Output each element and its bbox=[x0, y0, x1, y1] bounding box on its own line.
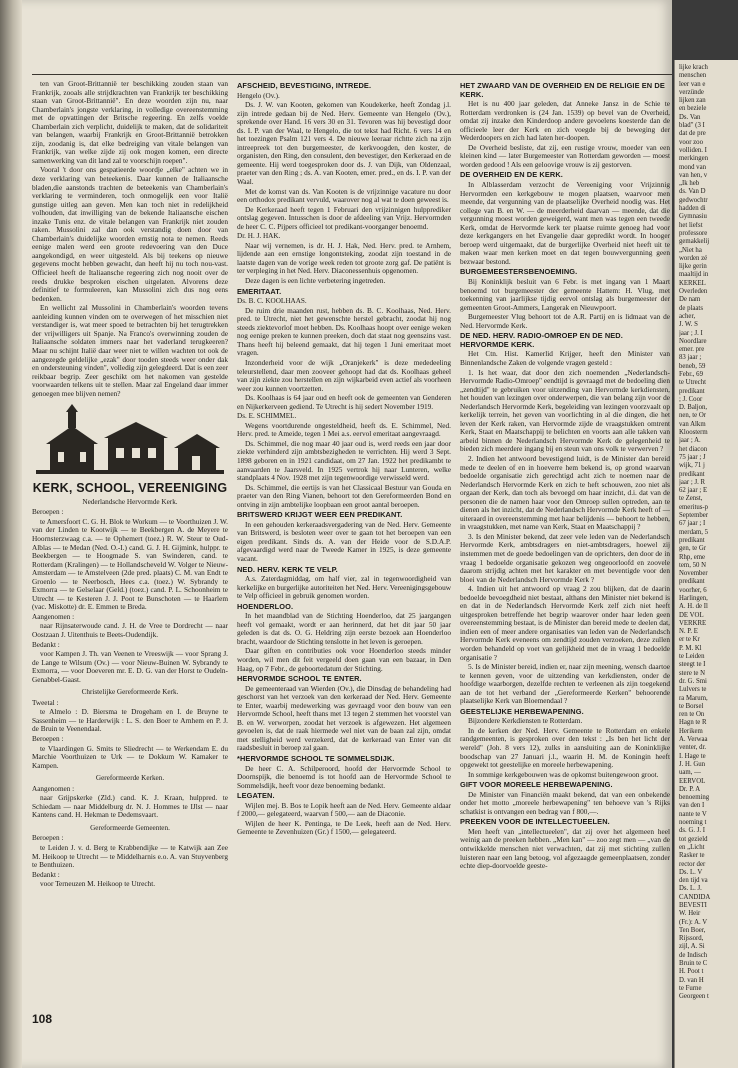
next-page-line: Rhp, eme bbox=[679, 553, 706, 561]
next-page-line: venter, dr. bbox=[679, 744, 707, 752]
next-page-line: DE VOL bbox=[679, 611, 704, 619]
article-paragraph: Ds. Schimmel, die nog maar 40 jaar oud is, werd reeds een jaar door ziekte verhinderd zijn ambtsbezigheden te verrichten. Hij werd 3 Sept. 1898 geboren en in 1921 candidaat, om 27 Jan. 1922 het predikambt te aanvaarden te Jaarsveld. In 1925 vertrok hij naar Lunteren, welke standplaats 4 Nov. 1928 met zijn tegenwoordige verwisseld werd. bbox=[237, 438, 451, 483]
next-page-line: lijke krach bbox=[679, 64, 708, 71]
next-page-line: predikant bbox=[679, 387, 705, 395]
next-page-line: te Leiden bbox=[679, 653, 705, 661]
header-rule bbox=[32, 74, 672, 75]
next-page-line: A. H. de Il bbox=[679, 603, 708, 611]
next-page-line: lijken zan bbox=[679, 97, 706, 105]
notice-text: voor Terneuzen M. Heikoop te Utrecht. bbox=[40, 879, 156, 889]
next-page-line: Ds. Van bbox=[679, 113, 701, 121]
next-page-line: er te Kr bbox=[679, 636, 700, 644]
next-page-line: gedwochtr bbox=[679, 196, 708, 204]
next-page-line: J. W. S bbox=[679, 321, 698, 329]
article-subheading: Hengelo (Ov.). bbox=[237, 91, 280, 100]
notice-label: Aangenomen : bbox=[32, 612, 75, 621]
article-heading: HERVORMDE SCHOOL TE ENTER. bbox=[237, 674, 362, 684]
article-subheading: Ds. B. C. KOOLHAAS. bbox=[237, 297, 307, 306]
next-page-line: VERKRE bbox=[679, 619, 707, 627]
article-heading: BRITSWERD KRIJGT WEER EEN PREDIKANT. bbox=[237, 510, 403, 520]
notice-text: te Vlaardingen G. Smits te Sliedrecht — te Werkendam E. du Marchie Voorthuizen te Urk — te Dokkum W. Kamaker te Kampen. bbox=[32, 743, 228, 770]
next-page-line: emeritus-p bbox=[679, 503, 709, 511]
denomination-heading: Christelijke Gereformeerde Kerk. bbox=[81, 688, 179, 697]
next-page-line: zijl, A. Si bbox=[679, 943, 705, 951]
next-page-line: KERKEL bbox=[679, 279, 706, 287]
article-heading: EMERITAAT. bbox=[237, 286, 282, 296]
next-page-line: „Ik heb bbox=[679, 180, 700, 188]
next-page-line: uam, — bbox=[679, 769, 701, 777]
next-page-line: predikant bbox=[679, 578, 705, 586]
article-paragraph: Inzonderheid voor de wijk „Oranjekerk" is deze mededeeling teleurstellend, daar men zooveer gehoopt had dat ds. Koolhaas geheel van zijn ziekte zou herstellen en zijn wijkarbeid even actief als voorheen weer zou kunnen voortzetten. bbox=[237, 357, 451, 393]
next-page-line: tot gezield bbox=[679, 835, 708, 843]
notice-text: naar Grijpskerke (Zld.) cand. K. J. Kraan, hulppred. te Schiedam — naar Middelburg dr. N. J. Hommes te IJlst — naar Kantens cand. H. Hekman te Dedemsvaart. bbox=[32, 793, 228, 820]
next-page-line: 67 jaar ; I bbox=[679, 520, 706, 528]
notice-text: te Leiden J. v. d. Berg te Krabbendijke — te Katwijk aan Zee M. Heikoop te Utrecht — te Middelharnis e.o. A. van Stuyvenberg te Benthuizen. bbox=[32, 843, 228, 870]
next-page-line: rector der bbox=[679, 860, 706, 868]
article-paragraph: De Minister van Financiën maakt bekend, dat van een onbekende onder het motto „moreele herbewapening" ten behoeve van 's Rijks schatkist is ontvangen een bedrag van f 800,—. bbox=[460, 789, 670, 816]
article-paragraph: Vooral 't door ons gespatieerde woordje „elke" achten we in deze verklaring van beteekenis. Daar kunnen de Italiaansche bladen,die aanstonds trachten de beteekenis van Chamberlain's verklaring te verminderen, toch onmogelijk een voor Italië gunstige uitleg aan geven. Men kan toch niet in redelijkheid volhouden, dat inwilliging van de bekende Italiaansche eischen inzake Tunis enz. de vitale belangen van Frankrijk niet zouden raken. Mussolini zal dan ook verstandig doen door van Chamberlain's duidelijke woorden ernstig nota te nemen. Reeds eenige malen werd een groote redevoering van den Duce aangekondigd, en weer uitgesteld. Als bij teekens op nieuwe gegevens mocht hebben gewacht, dan heeft hij nu toch nou-vast. Officieel heeft de Italiaansche regeering zich nog nooit over de reeds drukke besproken eischen uitgelaten. Alvorens deze definitief te formuleeren, kan Mussolini zich dus nog eens bedenken. bbox=[32, 165, 228, 303]
next-page-line: Overleden bbox=[679, 288, 708, 296]
next-page-line: menschen bbox=[679, 72, 707, 80]
next-page-line: wijk, 71 j bbox=[679, 462, 705, 470]
article-paragraph: Bijzondere Kerkdiensten te Rotterdam. bbox=[468, 716, 583, 726]
next-page-line: en „Licht bbox=[679, 843, 705, 851]
next-page-line: mond van bbox=[679, 163, 706, 171]
article-heading: NED. HERV. KERK TE VELP. bbox=[237, 564, 338, 574]
next-page-line: en beziele bbox=[679, 105, 707, 113]
next-page-line: Rijssord, bbox=[679, 935, 704, 943]
article-paragraph: Deze dagen is een lichte verbetering ingetreden. bbox=[245, 276, 386, 286]
next-page-line: Noordlare bbox=[679, 337, 707, 345]
next-page-line: emer. pre bbox=[679, 346, 705, 354]
next-page-line: gen, te Gr bbox=[679, 545, 706, 553]
article-paragraph: Ds. Schimmel, die eertijs is van het Classicaal Bestuur van Gouda en praeter van den Ring Vianen, behoort tot den Gereformeerden Bond en ontving in zijn ambtelijke loopbaan een groot aantal beroepen. bbox=[237, 482, 451, 509]
next-page-line: noeming t bbox=[679, 819, 707, 827]
next-page-line: de Indisch bbox=[679, 951, 708, 959]
next-page-line: Lulvers te bbox=[679, 686, 707, 694]
next-page-line: November bbox=[679, 570, 708, 578]
next-page-line: merdam, 5 bbox=[679, 528, 709, 536]
next-page-line: ds. Van D bbox=[679, 188, 706, 196]
next-page-line: D. van H bbox=[679, 976, 704, 984]
next-page-line: BEVESTI bbox=[679, 901, 707, 909]
article-heading: DE OVERHEID EN DE KERK. bbox=[460, 170, 563, 180]
article-paragraph: ten van Groot-Brittannië ter beschikking zouden staan van Frankrijk, zooals alle strijdkrachten van Frankrijk ter beschikking staan van Groot-Brittannië". En deze woorden zijn nu, naar Chamberlain's jongste verklaring, in volledige overeenstemming met de opvattingen der Britsche regeering. En zelfs voelde Chamberlain zich verplicht, duidelijk te maken, dat de solidariteit van belangen, waarbij Frankrijk en Groot-Brittannië betrokken zijn, zoodanig is, dat elke bedreiging van vitale belangen van Frankrijk, van welke zijde zij ook mogen komen, een directe samenwerking van dit land zal te voorschijn roepen". bbox=[32, 80, 228, 165]
article-heading: GIFT VOOR MOREELE HERBEWAPENING. bbox=[460, 780, 613, 790]
next-page-line: Ten Boer, bbox=[679, 926, 706, 934]
article-paragraph: In een gehouden kerkeraadsvergadering van de Ned. Herv. Gemeente van Britswerd, is besloten weer over te gaan tot het beroepen van een eigen predikant. Sinds ds. A. van der Heide voor de S.D.A.P. afgevaardigd werd naar de Tweede Kamer in 1925, is deze gemeente vacant. bbox=[237, 519, 451, 563]
article-heading: GEESTELIJKE HERBEWAPENING. bbox=[460, 706, 584, 716]
next-page-line: Ds. L. J. bbox=[679, 885, 702, 893]
next-page-line: EERVOL bbox=[679, 777, 706, 785]
article-paragraph: Het Ctn. Hist. Kamerlid Krijger, heeft den Minister van Binnenlandsche Zaken de volgende vragen gesteld : bbox=[460, 349, 670, 367]
notice-label: Bedankt : bbox=[32, 640, 60, 649]
next-page-line: voor zoo bbox=[679, 138, 703, 146]
denomination-heading: Gereformeerde Gemeenten. bbox=[90, 823, 170, 832]
next-page-line: nante te V bbox=[679, 810, 707, 818]
next-page-line: nen, te Or bbox=[679, 412, 706, 420]
next-page-line: W. Heir bbox=[679, 910, 701, 918]
next-page-line: Gymnasiu bbox=[679, 213, 707, 221]
article-paragraph: De gemeenteraad van Wierden (Ov.), die Dinsdag de behandeling had geschorst van het verzoek van den kerkeraad der Ned. Herv. Gemeente te Enter, waarbij medewerking was gevraagd voor den bouw van een Hervormde School, heeft thans met 13 tegen 2 stemmen het voorstel van B. en W. verworpen, zoodat het verzoek is afgewezen. Het algemeen gevoelen is, dat de raak hiermede wel niet van de baan zal zijn, omdat met stelligheid werd verzekerd, dat de kerkeraad van Enter van dit raadsbesluit in beroep zal gaan. bbox=[237, 683, 451, 753]
next-page-line: J. H. Gun bbox=[679, 760, 706, 768]
column-right bbox=[460, 80, 670, 1005]
next-page-line: worden zé bbox=[679, 254, 708, 262]
article-paragraph: Daar giften en contributies ook voor Hoenderloo steeds minder worden, wil men dit feit vergeeld doen gaan van een bazaar, in Den Haag, op 7 Febr., de geboortedatum der Stichting. bbox=[237, 646, 451, 673]
notice-label: Tweetal : bbox=[32, 698, 59, 707]
notice-label: Bedankt : bbox=[32, 870, 60, 879]
next-page-line: Georgeen t bbox=[679, 993, 709, 1001]
article-paragraph: Men heeft van „intellectueelen", dat zij over het algemeen heel weinig aan de preeken hebben. „Men kan" — zoo zegt men — „van de ontwikkelde menschen niet verwachten, dat zij met stichting zullen luisteren naar een lang betoog, vol afgezaagde gemeenplaatsen, zonder echte diep-doorvoelde geeste- bbox=[460, 826, 670, 871]
article-paragraph: Het is nu 400 jaar geleden, dat Anneke Jansz in de Schie te Rotterdam verdronken is (24 Jan. 1539) op bevel van de Overheid, omdat zij inzake den Kinderdoop andere gevoelens koesterde dan de officieele leer der Kerk en zich voegde bij de beweging der Wederdoopers en zich had laten her-doopen. bbox=[460, 99, 670, 143]
article-heading: *HERVORMDE SCHOOL TE SOMMELSDIJK. bbox=[237, 754, 395, 764]
next-page-line: te Borsel bbox=[679, 702, 704, 710]
next-page-line: ra Marum, bbox=[679, 694, 708, 702]
next-page-line: volliden. I bbox=[679, 146, 707, 154]
article-heading: AFSCHEID, BEVESTIGING, INTREDE. bbox=[237, 81, 372, 90]
next-page-line: CANDIDA bbox=[679, 893, 711, 901]
next-page-line: September bbox=[679, 512, 709, 520]
book-spine bbox=[0, 0, 22, 1068]
next-page-line: hadden di bbox=[679, 205, 706, 213]
column-left bbox=[32, 80, 228, 1010]
article-heading: BURGEMEESTERSBENOEMING. bbox=[460, 267, 578, 277]
next-page-line: leer van e bbox=[679, 80, 706, 88]
article-paragraph: Burgemeester Vlug behoort tot de A.R. Partij en is lidmaat van de Ned. Hervormde Kerk. bbox=[460, 312, 670, 330]
next-page-line: Febr., 69 bbox=[679, 370, 703, 378]
next-page-line: gemakkelij bbox=[679, 238, 710, 246]
next-page-line: jaar ; J. I bbox=[679, 329, 703, 337]
article-heading: HET ZWAARD VAN DE OVERHEID EN DE RELIGIE EN DE KERK. bbox=[460, 81, 665, 99]
next-page-text bbox=[675, 60, 738, 1002]
denomination-heading: Gereformeerde Kerken. bbox=[95, 774, 165, 783]
next-page-line: steegt te I bbox=[679, 661, 706, 669]
next-page-line: van hen, v bbox=[679, 171, 708, 179]
article-paragraph: In de kerken der Ned. Herv. Gemeente te Rotterdam en enkele randgemeenten, is gesproken over den tekst : „Is ben het licht der wereld" (Joh. 8 vers 12), zulks in aansluiting aan de Koninklijke boodschap van 27 Januari j.l., waarin H. M. de Koningin heeft opgewekt tot geestelijke en moreele herbewapening. bbox=[460, 725, 670, 770]
article-paragraph: De Kerkeraad heeft tegen 1 Februari den vrijzinnigen hulpprediker ontslag gegeven. Intusschen is door de afdeeling van Vrijz. Hervormden de heer C. C. Pijpers officieel tot predikant-voorganger benoemd. bbox=[237, 204, 451, 231]
article-paragraph: 1. Is het waar, dat door den zich noemenden „Nederlandsch-Hervormde Radio-Omroep" eendtijd is gevraagd met de bedoeling dien „zendtijd" te gebruiken voor uitzending van Hervormde kerkdiensten, het houden van lezingen over onderwerpen, die van belang zijn voor de Nederlandsch Hervormde Kerk, begeleiding van lezingen voorzvaalt op kerkelijk terrein, het geven van voorlichting in al die dingen, die het leven der Kerk raken, van Hervormde zijde de vraagstukken omtrent Kerk, Staat en Maatschappij te belichten en voorts aan alle takken van arbeid binnen de Nederlandsch Hervormde Kerk de gelegenheid te bieden zich meerdere ingang bij en steun van ons volk te verwerven ? bbox=[460, 367, 670, 454]
next-page-line: predikant bbox=[679, 536, 705, 544]
denomination-heading: Nederlandsche Hervormde Kerk. bbox=[82, 497, 178, 506]
next-page-line: maaltijd in bbox=[679, 271, 709, 279]
next-page-line: Dr. P. A bbox=[679, 785, 701, 793]
next-page-line: blad" (3 I bbox=[679, 122, 705, 130]
next-page-line: de plaats bbox=[679, 304, 703, 312]
next-page-line: professore bbox=[679, 229, 708, 237]
next-page-line: beneb, 59 bbox=[679, 362, 706, 370]
notice-label: Aangenomen : bbox=[32, 784, 75, 793]
next-page-line: Harlingen, bbox=[679, 595, 708, 602]
next-page-line: 83 jaar ; bbox=[679, 354, 702, 362]
next-page-line: merkingen bbox=[679, 155, 709, 163]
article-paragraph: 4. Indien uit het antwoord op vraag 2 zou blijken, dat de daarin bedoelde bevoegdheid niet bestaat, althans den Minister niet bekend is en dat in de Nederlandsch Hervormde Kerk zelf zich niet heeft uitgesproken betreffende het begrip waarover onder haar leden geen overeenstemming bestaat, is de Minister dan bereid mede te deelen dat, indien een of meer andere organisaties van leden van de Nederlandsch Hervormde Kerk eveneens om zendtijd zouden verzoeken, deze zullen worden behandeld op voet van gelijkheid met de in vraag 1 bedoelde organisatie ? bbox=[460, 584, 670, 662]
article-paragraph: 5. Is de Minister bereid, indien er, naar zijn meening, wensch daartoe te kennen geven, voor de uitzending van kerkdiensten, onder de hoofdige waarborgen, dezelfde rechten te verleenen als zijn toegekend aan de tot het verband der „Gereformeerde Kerken" behoorende plaatselijke Kerk van Bloemendaal ? bbox=[460, 662, 670, 706]
next-page-line: De nam bbox=[679, 296, 701, 304]
article-paragraph: Bij Koninklijk besluit van 6 Febr. is met ingang van 1 Maart benoemd tot burgemeester der gemeente Hattem: H. Vlug, met toekenning van jaarlijkse tijdig eervol ontslag als burgemeester der gemeenten Groot-Ammers, Langerak en Nieuwpoort. bbox=[460, 277, 670, 312]
article-subheading: Dr. H. J. HAK. bbox=[237, 232, 281, 241]
next-page-line: „Niet ha bbox=[679, 246, 702, 254]
article-paragraph: Wijlen de heer K. Pentinga, te De Leek, heeft aan de Ned. Herv. Gemeente te Zevenhuizen (Gr.) f 1500,— gelegateerd. bbox=[237, 818, 451, 837]
article-heading: HOENDERLOO. bbox=[237, 601, 294, 611]
article-paragraph: Ds. J. W. van Kooten, gekomen van Koudekerke, heeft Zondag j.l. zijn intrede gedaan bij de Ned. Herv. Gemeente van Hengelo (Ov.), sprekende over Hand. 16 vers 30 en 31. Tevoren was hij bevestigd door ds. I. P. van der Waal, te Hengelo, die tot tekst had Richt. 6 vers 14 en het toezingen Psalm 121 vers 4. De nieuwe leeraar richtte zich na zijn intreepreek tot den burgemeester, de kerkvoogden, den koster, de organisten, den Ring, den consulent, den bevestiger, den Kerkeraad en de gemeente. Hij werd toegesproken door ds. J. van Dijk, van Oldenzaal, praeter van den Ring ; ds. A. van Kooten, emer. pred., en ds. I. P. van der Waal. bbox=[237, 100, 451, 187]
next-page-line: van den I bbox=[679, 802, 705, 810]
column-middle bbox=[237, 80, 451, 1005]
article-paragraph: Wijlen mej. B. Bos te Lopik heeft aan de Ned. Herv. Gemeente aldaar f 2000,— gelegateerd, waarvan f 500,— aan de Diaconie. bbox=[237, 800, 451, 819]
article-subheading: Ds. E. SCHIMMEL. bbox=[237, 412, 297, 421]
next-page-line: 75 jaar ; J bbox=[679, 453, 706, 461]
next-page-line: Bruin te C bbox=[679, 960, 708, 968]
next-page-line: dat de pre bbox=[679, 130, 706, 138]
article-paragraph: Naar wij vernemen, is dr. H. J. Hak, Ned. Herv. pred. te Arnhem, lijdende aan een ernstige longontsteking, zoodat zijn toestand in de laatste dagen van de vorige week reden tot groote zorg gaf. De patiënt is ter verpleging in het Ned. Herv. Diaconessenhuis opgenomen. bbox=[237, 240, 451, 276]
next-page-line: Hagn te R bbox=[679, 719, 707, 727]
church-school-illustration-icon bbox=[32, 404, 228, 482]
next-page-line: jaar ; J. R bbox=[679, 478, 706, 486]
next-page-line: benoeming bbox=[679, 794, 710, 802]
next-page-line: acher, bbox=[679, 312, 696, 320]
next-page-line: het diacon bbox=[679, 445, 708, 453]
article-paragraph: In sommige kerkgebouwen was de opkomst buitengewoon groot. bbox=[468, 769, 659, 779]
next-page-line: ren te On bbox=[679, 711, 705, 719]
page-number: 108 bbox=[32, 1012, 53, 1026]
next-page-line: te Furne bbox=[679, 984, 702, 992]
next-page-line: het liefst bbox=[679, 221, 703, 229]
next-page-line: 62 jaar ; E bbox=[679, 487, 708, 495]
next-page-line: ; J. Coor bbox=[679, 395, 703, 403]
article-heading: DE NED. HERV. RADIO-OMROEP EN DE NED. HERVORMDE KERK. bbox=[460, 331, 623, 349]
next-page-line: Kloosterm bbox=[679, 429, 708, 437]
notice-label: Beroepen : bbox=[32, 735, 64, 743]
next-page-line: Rasker te bbox=[679, 852, 705, 860]
notice-label: Beroepen : bbox=[32, 834, 64, 843]
next-page-line: Herikem bbox=[679, 727, 703, 735]
next-page-line: predikant bbox=[679, 470, 705, 478]
next-page-line: den tijd va bbox=[679, 877, 708, 885]
article-paragraph: De Overheid besliste, dat zij, een rustige vrouw, moeder van een kleinen kind — later Burgemeester van Rotterdam geworden — moest worden gedood ! Als een geloovige vrouw is zij gestorven. bbox=[460, 142, 670, 169]
next-page-line: verzünde bbox=[679, 88, 704, 96]
article-paragraph: 2. Indien het antwoord bevestigend luidt, is de Minister dan bereid mede te deelen of en in hoeverre hem bekend is, op grond waarvan bedoelde organisatie zich gerechtigd acht zich te noemen naar de Nederlandsch Hervormde Kerk en zich te heft schouwen, zoo niet als orgaan der Kerk, dan toch als bevoegd om haar inzicht, d.i. dat van de personen die de namen haar voor den Omroep sullen optreden, aan te dienen als het inzicht, dat de Nederlandsch Hervormde Kerk heeft of — uiteraard in overeenstemming met haar belijdenis — behoort te hebben, in vraagstukken, met name van Kerk, Staat en Maatschappij ? bbox=[460, 453, 670, 532]
next-page-line: jaar ; A. bbox=[679, 437, 701, 445]
next-page-line: ds. G. J. I bbox=[679, 827, 706, 835]
article-paragraph: 3. Is den Minister bekend, dat zeer vele leden van de Nederlandsch Hervormde Kerk, ambtsdragers en niet-ambtsdragers, hoewel zij instemmen met de goede bedoelingen van de oprichters, den door de in vraag 1 bedoelde organisatie gekozen weg ongeoorloofd en zoovele daarom strijdig achten met het karakter en met beventigde voor den bloei van de Nederlandsch Hervormde Kerk ? bbox=[460, 531, 670, 584]
next-page-line: A. Verwaa bbox=[679, 736, 708, 744]
article-paragraph: In Alblasserdam verzocht de Vereeniging voor Vrijzinnig Hervormden een kerkgebouw te mogen plaatsen, waarvoor men meende, dat vergunning van de plaatselijke Overheid noodig was. Het college van B. en W. — de meerderheid daarvan — meende, dat die vergunning moest worden geweigerd, want men was tegen een tweede Kerk, omdat de Hervormde kerk ter plaatse ruimte genoeg had voor deze kerkgangers en het Evangelie daar gepredikt wordt. In hooger beroep werd uitgemaakt, dat de burgerlijke Overheid niet heeft uit te maken waar men kerken moet en dat tegen bouwvergunning geen bezwaar bestond. bbox=[460, 180, 670, 266]
notice-label: Beroepen : bbox=[32, 508, 64, 517]
article-paragraph: Met de komst van ds. Van Kooten is de vrijzinnige vacature nu door een orthodox predikant vervuld, waarover nog al wat te doen geweest is. bbox=[237, 186, 451, 205]
section-banner-title: KERK, SCHOOL, VEREENIGING bbox=[32, 481, 228, 496]
next-page-line: te Utrecht bbox=[679, 379, 706, 387]
next-page-line: van Alkm bbox=[679, 420, 706, 428]
next-page-line: te Zenst, bbox=[679, 495, 703, 503]
next-page-edge bbox=[674, 60, 738, 1068]
next-page-line: H. Poot t bbox=[679, 968, 704, 976]
article-paragraph: In het maandblad van de Stichting Hoenderloo, dat 25 jaargangen heeft vol gemaakt, wordt er aan herinnerd, dat het dit jaar 50 jaar geleden is dat ds. O. G. Heldring zijn eerste bezoek aan Hoenderloo bracht, waardoor de Stichting tenslotte in het leven is geroepen. bbox=[237, 611, 451, 646]
next-page-line: D. Baljon, bbox=[679, 404, 708, 412]
notice-text: voor Kampen J. Th. van Veenen te Vreeswijk — voor Sprang J. de Lange te Wilsum (Ov.) — voor Nieuw-Buinen W. Sybrandy te Exmorra, — voor Doeveren mr. E. D. G. van der Horst te Oudeln-Genabbel-Gaast. bbox=[32, 649, 228, 684]
next-page-line: Ds. L. V bbox=[679, 868, 703, 876]
next-page-line: P. M. Kl bbox=[679, 644, 702, 652]
article-paragraph: Wegens voortdurende ongesteldheid, heeft ds. E. Schimmel, Ned. Herv. pred. te Ameide, tegen 1 Mei a.s. eervol emeritaat aangevraagd. bbox=[237, 420, 451, 439]
notice-text: naar Rijnsaterwoude cand. J. H. de Vree te Dordrecht — naar Oostzaan J. Uitenthuis te Beets-Oudendijk. bbox=[32, 621, 228, 639]
article-paragraph: A.s. Zaterdagmiddag, om half vier, zal in tegenwoordigheid van kerkelijke en burgerlijke autoriteiten het Ned. Herv. Vereenigingsgebouw te Velp officieel in gebruik genomen worden. bbox=[237, 574, 451, 601]
next-page-line: stere te N bbox=[679, 669, 706, 677]
article-paragraph: De heer C. A. Schilperoord, hoofd der Hervormde School te Doornspijk, die benoemd is tot hoofd aan de Hervormde School te Sommelsdijk, heeft voor deze benoeming bedankt. bbox=[237, 763, 451, 790]
next-page-line: (Fr.): A. V bbox=[679, 918, 708, 926]
article-paragraph: De ruim drie maanden rust, hebben ds. B. C. Koolhaas, Ned. Herv. pred. te Utrecht, niet het gewenschte herstel gebracht, zoodat hij nog steeds ziektevorlof moet hebben. Ds. Koolhaas hoopt over eenige weken nog eenige preken te kunnen preeken, doch dat staat nog geenszins vast. Thans heeft hij beleend gemaakt, dat hij tegen 1 Juni emeritaat moet vragen. bbox=[237, 305, 451, 358]
next-page-line: N. P. E bbox=[679, 628, 698, 636]
article-paragraph: Ds. Koolhaas is 64 jaar oud en heeft ook de gemeenten van Genderen en Nijkerkerveen gediend. Te Utrecht is hij sedert November 1919. bbox=[237, 393, 451, 411]
article-heading: LEGATEN. bbox=[237, 791, 275, 801]
notice-text: te Amersfoort C. G. H. Blok te Workum — te Voorthuizen J. W. van der Linden te Kootwijk — te Beekbergen A. de Meyere te Hoornsterzwaag c.a. — te Ophemert (toez.) R. W. Steur te Oud-Alblas — te Medan (Ned. O.-I.) cand. G. J. H. Gijmink, hulppr. te Beekbergen — te Hoogmade S. van Swinderen, cand. te Rotterdam (Kralingen) — te Hollandscheveld W. Volger te Nieuw-Amsterdam — te Amstelveen (2de pred. plaats) C. M. van Endt te Groenlo — te Neerbosch, Hees c.a. (toez.) W. Sybrandy te Exmorra — te Gelselaar (Geld.) (toez.) cand. P. L. Schoonheim te Utrecht — te Kesteren J. J. Poot te Bunschoten — te Haarlem (vac. Miskotte) dr. E. Emmen te Breda. bbox=[32, 516, 228, 612]
next-page-line: dr. G. Smi bbox=[679, 677, 707, 685]
article-heading: PREEKEN VOOR DE INTELLECTUEELEN. bbox=[460, 817, 610, 827]
notice-text: te Almelo : D. Biersma te Drogeham en I. de Bruyne te Sassenheim — te Harderwijk : L. S. den Boer te Arnhem en P. J. de Bruin te Veenendaal. bbox=[32, 707, 228, 734]
next-page-line: tem, 50 N bbox=[679, 561, 706, 569]
next-page-line: lijke gerin bbox=[679, 263, 707, 271]
article-paragraph: En wellicht zal Mussolini in Chamberlain's woorden tevens aanleiding kunnen vinden om te overwegen of het misschien niet verstandiger is, wat meer spoed te betrachten bij het terugtrekken der vrijwilligers uit Spanje. Na Franco's overwinning zouden de Italiaansche soldaten immers naar het vaderland terugkeeren? Maar nu schijnt Italië daar weer niet te willen wachten tot ook de aangezegde geldelijke „ezak" door tooden steeds weer onder dak en ondersteuning vinden", volledig zijn gelegdeerd. Dat is een zeer reikbaar begrip. Zeer geschikt om het nakomen van gestelde voorwaarden telkens uit te stellen. Maar zal Engeland daar immer genoegen mee blijven nemen? bbox=[32, 303, 228, 398]
next-page-line: I. Hage te bbox=[679, 752, 706, 760]
next-page-line: voorher, 6 bbox=[679, 586, 707, 594]
